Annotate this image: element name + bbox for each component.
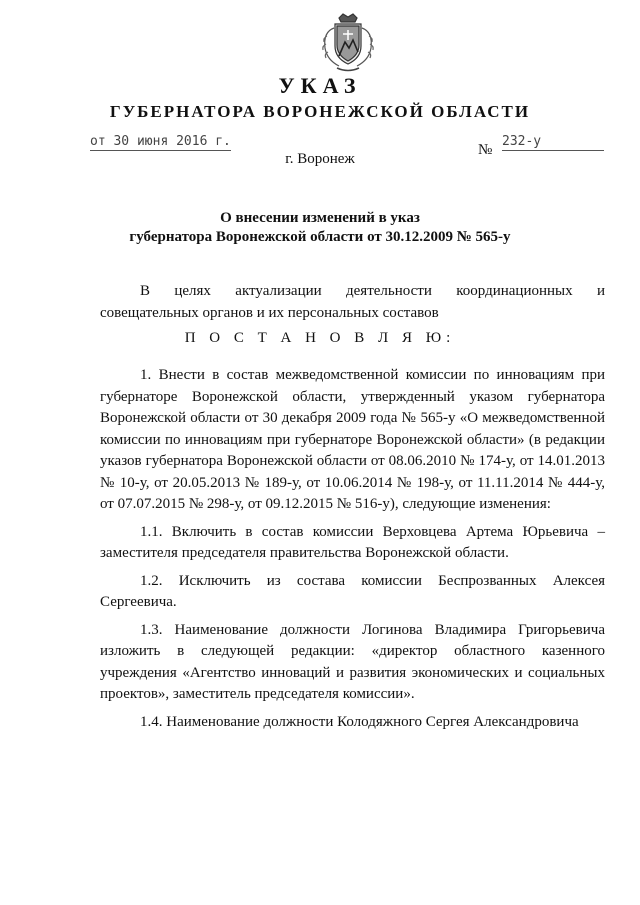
decree-date: от 30 июня 2016 г. xyxy=(90,134,231,149)
decree-heading xyxy=(0,209,640,247)
issuer-subtitle: ГУБЕРНАТОРА ВОРОНЕЖСКОЙ ОБЛАСТИ xyxy=(109,102,531,121)
paragraph-1-1: 1.1. Включить в состав комиссии Верховцева Артема Юрьевича – заместителя председателя правительства Воронежской области. xyxy=(100,523,605,561)
purpose-paragraph xyxy=(100,281,605,324)
heading-line-2: губернатора Воронежской области от 30.12.2009 № 565-у xyxy=(129,229,511,245)
number-sign: № xyxy=(478,142,493,158)
decree-number: 232-у xyxy=(502,134,604,151)
paragraph-1-2: 1.2. Исключить из состава комиссии Беспрозванных Алексея Сергеевича. xyxy=(100,572,605,610)
purpose-line-2: совещательных органов и их персональных составов xyxy=(100,304,439,321)
paragraph-1-4: 1.4. Наименование должности Колодяжного Сергея Александровича xyxy=(140,713,579,730)
purpose-line-1: В целях актуализации деятельности координационных и xyxy=(140,283,605,299)
paragraph-1-3: 1.3. Наименование должности Логинова Владимира Григорьевича изложить в следующей редакции: «директор областного казенного учреждения «Агентство инноваций и развития экономических и социальных проектов», заместитель председателя комиссии». xyxy=(100,621,605,702)
decree-title: УКАЗ xyxy=(278,73,362,98)
decree-body xyxy=(100,365,605,733)
decree-word: П О С Т А Н О В Л Я Ю: xyxy=(184,330,456,346)
coat-of-arms-emblem xyxy=(313,12,383,76)
heading-line-1: О внесении изменений в указ xyxy=(220,210,420,226)
city-label: г. Воронеж xyxy=(285,151,355,167)
paragraph-1: 1. Внести в состав межведомственной комиссии по инновациям при губернаторе Воронежской области, утвержденный указом губернатора Воронежской области от 30 декабря 2009 года № 565-у «О межведомственной комиссии по инновациям при губернаторе Воронежской области» (в редакции указов губернатора Воронежской области от 08.06.2010 № 174-у, от 14.01.2013 № 10-у, от 20.05.2013 № 189-у, от 10.06.2014 № 198-у, от 11.11.2014 № 444-у, от 07.07.2015 № 298-у, от 09.12.2015 № 516-у), следующие изменения: xyxy=(100,367,605,512)
